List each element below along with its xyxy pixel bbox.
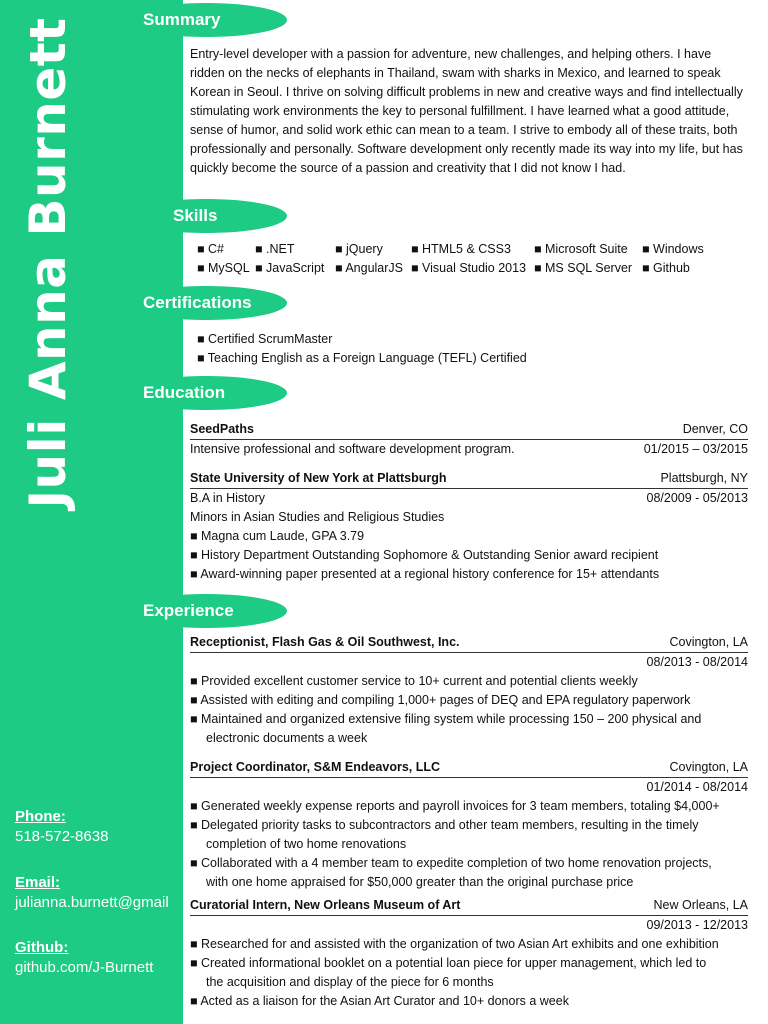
list-item: ■ Created informational booklet on a potential loan piece for upper management, which led to	[190, 956, 707, 970]
job-location: Covington, LA	[669, 760, 748, 774]
summary-text: Entry-level developer with a passion for adventure, new challenges, and helping others. I have ridden on the necks of elephants in Thailand, swam with sharks in Mexico, and learned to speak Korean in Seoul. I thrive on solving difficult problems in new and creative ways and find intellectually stimulating work environments the key to personal fulfillment. I have learned what a good attitude, sense of humor, and solid work ethic can mean to a team. I strive to embody all of these traits, both professionally and personally. Software development only recently made its way into my life, but has quickly become the source of a passion and creativity that I did not know I had.	[190, 47, 743, 175]
job-header	[190, 758, 748, 778]
education-detail: Intensive professional and software development program.	[190, 442, 515, 456]
skill-item: ■ jQuery	[335, 242, 383, 256]
list-item: ■ Certified ScrumMaster	[197, 332, 333, 346]
list-item: electronic documents a week	[206, 731, 368, 745]
skill-item: ■ .NET	[255, 242, 295, 256]
education-dates: 01/2015 – 03/2015	[643, 442, 748, 456]
education-detail-row	[190, 440, 748, 459]
phone-value: 518-572-8638	[15, 828, 109, 845]
list-item: ■ Researched for and assisted with the organization of two Asian Art exhibits and one exhibition	[190, 937, 719, 951]
job-location: New Orleans, LA	[653, 898, 748, 912]
school-location: Denver, CO	[682, 422, 748, 436]
job-title: Curatorial Intern, New Orleans Museum of Art	[190, 898, 461, 912]
school-name: SeedPaths	[190, 422, 254, 436]
email-label: Email:	[15, 874, 61, 891]
list-item: ■ Assisted with editing and compiling 1,000+ pages of DEQ and EPA regulatory paperwork	[190, 693, 691, 707]
email-value: julianna.burnett@gmail	[15, 894, 169, 911]
education-dates: 08/2009 - 05/2013	[646, 491, 748, 505]
list-item: ■ Collaborated with a 4 member team to expedite completion of two home renovation projects,	[190, 856, 712, 870]
list-item: ■ Magna cum Laude, GPA 3.79	[190, 529, 365, 543]
education-detail: B.A in History	[190, 491, 266, 505]
job-title: Project Coordinator, S&M Endeavors, LLC	[190, 760, 441, 774]
skill-item: ■ AngularJS	[335, 261, 404, 275]
phone-block	[15, 808, 108, 845]
list-item: ■ Delegated priority tasks to subcontractors and other team members, resulting in the timely	[190, 818, 699, 832]
list-item: with one home appraised for $50,000 greater than the original purchase price	[206, 875, 634, 889]
section-tab-experience: Experience	[125, 594, 287, 628]
list-item: ■ History Department Outstanding Sophomore & Outstanding Senior award recipient	[190, 548, 659, 562]
skill-item: ■ Microsoft Suite	[534, 242, 628, 256]
job-location: Covington, LA	[669, 635, 748, 649]
job-dates: 01/2014 - 08/2014	[646, 780, 748, 794]
list-item: completion of two home renovations	[206, 837, 407, 851]
list-item: Minors in Asian Studies and Religious Studies	[190, 510, 445, 524]
school-name: State University of New York at Plattsburgh	[190, 471, 447, 485]
education-header	[190, 420, 748, 440]
section-tab-skills: Skills	[125, 199, 287, 233]
skill-item: ■ Windows	[642, 242, 704, 256]
job-dates: 08/2013 - 08/2014	[646, 655, 748, 669]
skill-item: ■ MySQL	[197, 261, 250, 275]
github-value: github.com/J-Burnett	[15, 959, 154, 976]
section-tab-education: Education	[125, 376, 287, 410]
education-header	[190, 469, 748, 489]
list-item: ■ Teaching English as a Foreign Language (TEFL) Certified	[197, 351, 527, 365]
school-location: Plattsburgh, NY	[660, 471, 748, 485]
job-title: Receptionist, Flash Gas & Oil Southwest, Inc.	[190, 635, 460, 649]
candidate-name: Juli Anna Burnett	[19, 17, 77, 509]
list-item: ■ Acted as a liaison for the Asian Art Curator and 10+ donors a week	[190, 994, 569, 1008]
skill-item: ■ HTML5 & CSS3	[411, 242, 511, 256]
skill-item: ■ Visual Studio 2013	[411, 261, 527, 275]
job-header	[190, 633, 748, 653]
section-tab-certifications: Certifications	[125, 286, 287, 320]
list-item: ■ Maintained and organized extensive filing system while processing 150 – 200 physical and	[190, 712, 702, 726]
certifications-list	[197, 330, 755, 368]
education-detail-row	[190, 489, 748, 508]
skill-item: ■ C#	[197, 242, 225, 256]
skill-item: ■ MS SQL Server	[534, 261, 633, 275]
job-dates: 09/2013 - 12/2013	[646, 918, 748, 932]
experience-list	[190, 633, 748, 1011]
skill-item: ■ JavaScript	[255, 261, 325, 275]
email-block	[15, 874, 169, 911]
list-item: ■ Generated weekly expense reports and payroll invoices for 3 team members, totaling $4,000+	[190, 799, 720, 813]
list-item: ■ Award-winning paper presented at a regional history conference for 15+ attendants	[190, 567, 660, 581]
github-label: Github:	[15, 939, 69, 956]
section-tab-summary: Summary	[125, 3, 287, 37]
education-list	[190, 420, 748, 584]
job-header	[190, 896, 748, 916]
list-item: ■ Provided excellent customer service to 10+ current and potential clients weekly	[190, 674, 638, 688]
list-item: the acquisition and display of the piece for 6 months	[206, 975, 494, 989]
skill-item: ■ Github	[642, 261, 690, 275]
phone-label: Phone:	[15, 808, 66, 825]
github-block	[15, 939, 153, 976]
